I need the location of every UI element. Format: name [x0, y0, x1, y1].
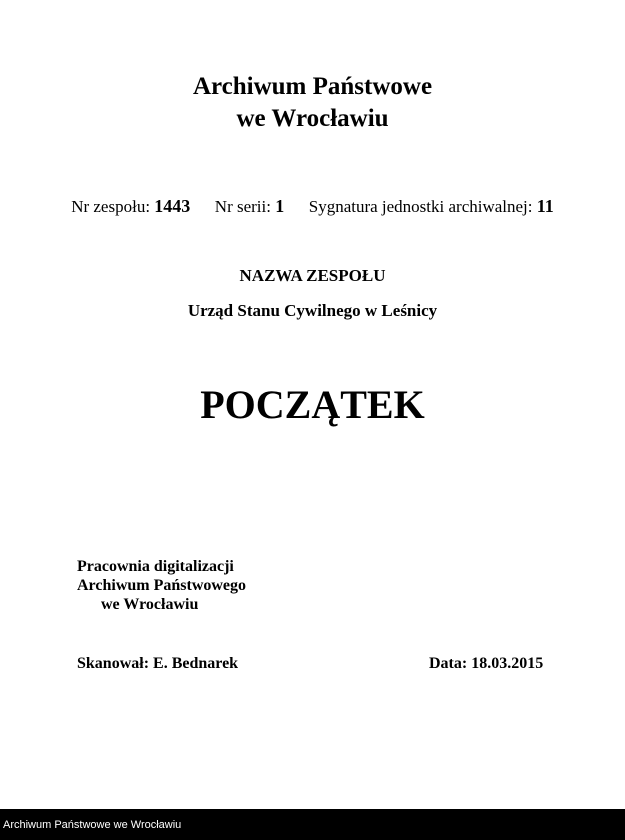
lab-line-3: we Wrocławiu [101, 596, 199, 613]
lab-line-3-wrap [77, 595, 198, 614]
fond-number-label: Nr zespołu: [71, 197, 151, 216]
fond-name-heading: NAZWA ZESPOŁU [239, 266, 386, 285]
unit-signature-value: 11 [536, 196, 554, 216]
archive-title-line1: Archiwum Państwowe [192, 73, 433, 100]
series-number-label: Nr serii: [214, 197, 271, 216]
footer-bar [0, 809, 625, 840]
unit-signature-label: Sygnatura jednostki archiwalnej: [308, 197, 533, 216]
lab-line-1: Pracownia digitalizacji [77, 558, 234, 575]
footer-archive-name: Archiwum Państwowe we Wrocławiu [3, 819, 182, 831]
scan-date: Data: 18.03.2015 [429, 655, 544, 672]
fond-name: Urząd Stanu Cywilnego w Leśnicy [187, 301, 438, 320]
start-marker: POCZĄTEK [200, 382, 425, 427]
series-number-value: 1 [275, 196, 285, 216]
archive-title-line2: we Wrocławiu [236, 105, 389, 132]
archival-reference-line [0, 195, 625, 218]
lab-line-2: Archiwum Państwowego [77, 577, 247, 594]
fond-number-value: 1443 [154, 196, 191, 216]
scanned-by: Skanował: E. Bednarek [77, 655, 239, 672]
